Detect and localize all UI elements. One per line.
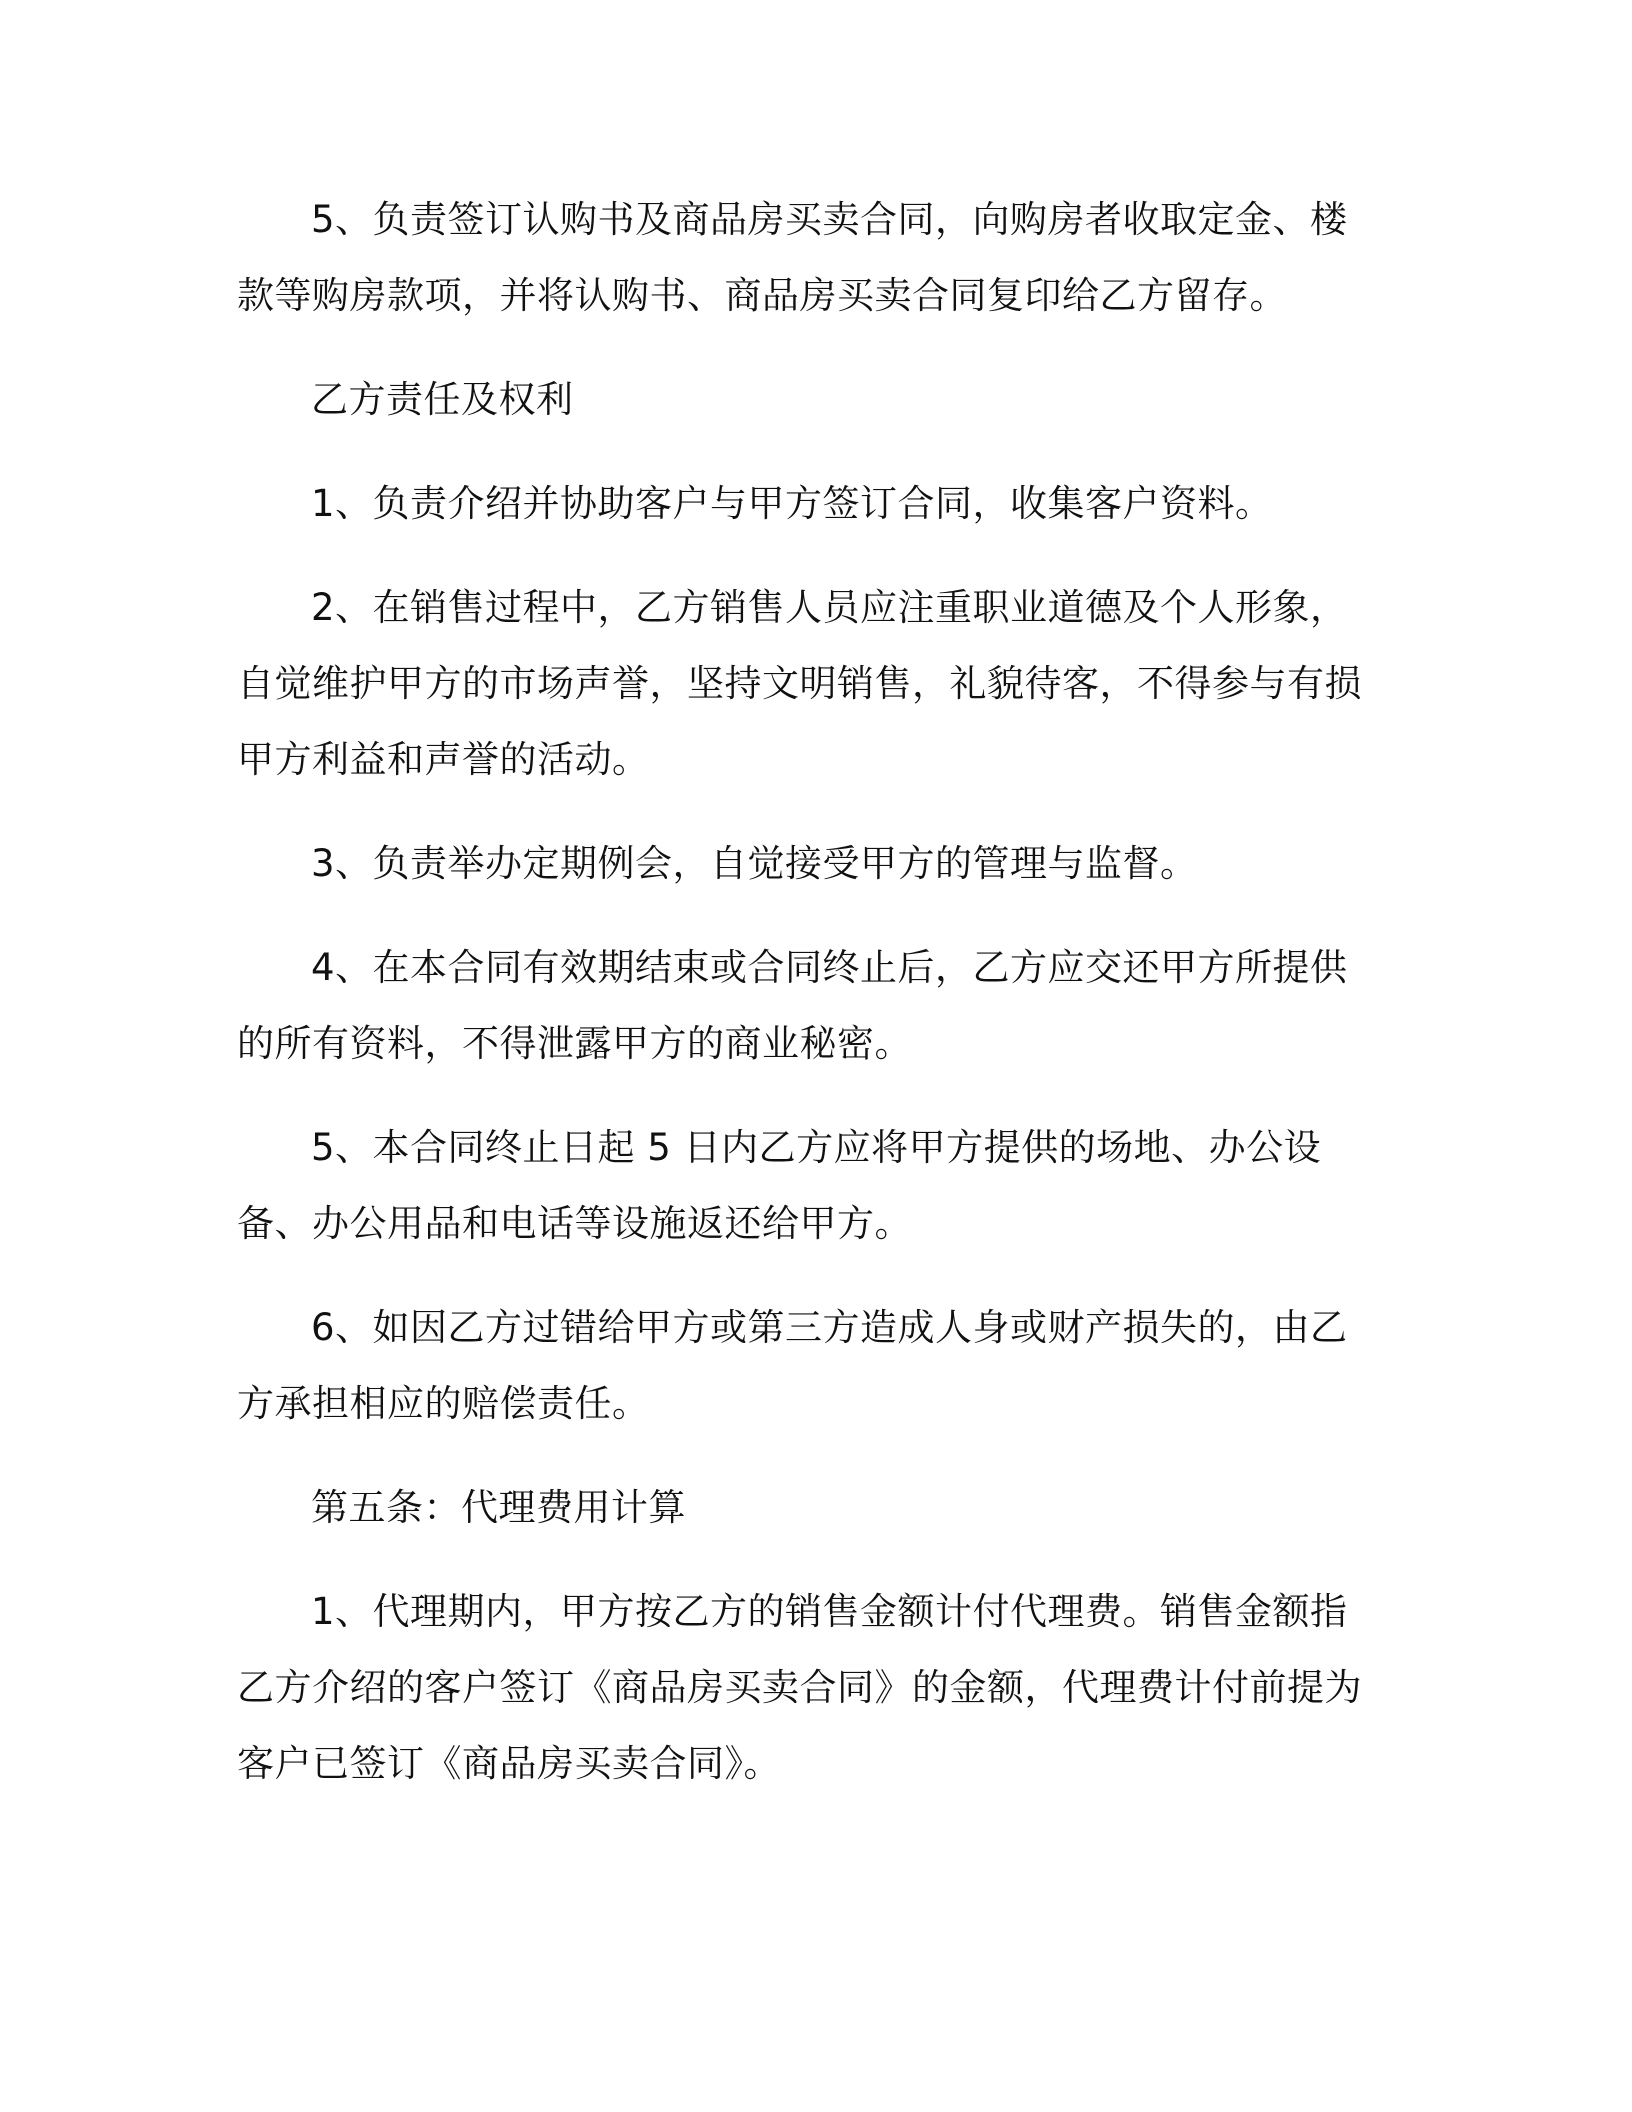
clause-b3: 3、负责举办定期例会，自觉接受甲方的管理与监督。: [311, 842, 1198, 885]
clause-5-signing: 5、负责签订认购书及商品房买卖合同，向购房者收取定金、楼款等购房款项，并将认购书、商品房买卖合同复印给乙方留存。: [237, 198, 1348, 317]
clause-b5: 5、本合同终止日起 5 日内乙方应将甲方提供的场地、办公设备、办公用品和电话等设施返还给甲方。: [237, 1126, 1322, 1245]
clause-b4: 4、在本合同有效期结束或合同终止后，乙方应交还甲方所提供的所有资料，不得泄露甲方的商业秘密。: [237, 946, 1348, 1065]
clause-b6: 6、如因乙方过错给甲方或第三方造成人身或财产损失的，由乙方承担相应的赔偿责任。: [237, 1306, 1348, 1425]
section-heading-party-b: 乙方责任及权利: [311, 378, 574, 421]
clause-fee-1: 1、代理期内，甲方按乙方的销售金额计付代理费。销售金额指乙方介绍的客户签订《商品房买卖合同》的金额，代理费计付前提为客户已签订《商品房买卖合同》。: [237, 1590, 1362, 1785]
document-body: [237, 182, 1365, 1802]
clause-b1: 1、负责介绍并协助客户与甲方签订合同，收集客户资料。: [311, 482, 1273, 525]
clause-b2: 2、在销售过程中，乙方销售人员应注重职业道德及个人形象，自觉维护甲方的市场声誉，坚持文明销售，礼貌待客，不得参与有损甲方利益和声誉的活动。: [237, 586, 1362, 781]
section-heading-article-5: 第五条：代理费用计算: [311, 1486, 686, 1529]
